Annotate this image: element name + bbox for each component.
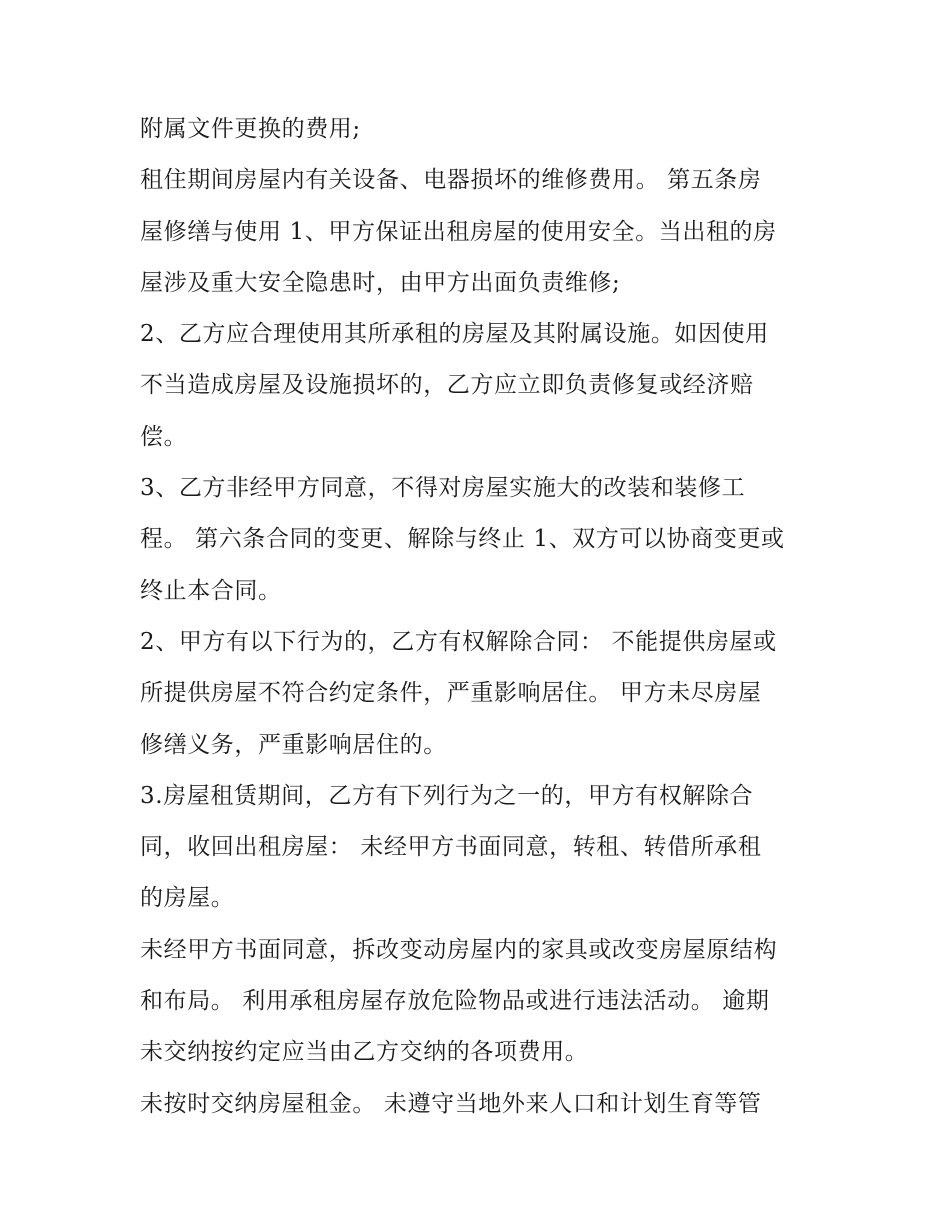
text-line: 屋修缮与使用 1、甲方保证出租房屋的使用安全。当出租的房 (140, 218, 777, 245)
document-body (140, 104, 820, 1130)
text-line: 未交纳按约定应当由乙方交纳的各项费用。 (140, 1039, 589, 1066)
text-line: 终止本合同。 (140, 577, 282, 604)
text-line: 屋涉及重大安全隐患时，由甲方出面负责维修; (140, 269, 621, 296)
text-line: 同，收回出租房屋： 未经甲方书面同意，转租、转借所承租 (140, 834, 762, 861)
text-line: 所提供房屋不符合约定条件，严重影响居住。 甲方未尽房屋 (140, 680, 762, 707)
text-line: 2、甲方有以下行为的，乙方有权解除合同： 不能提供房屋或 (140, 628, 777, 655)
text-line: 3.房屋租赁期间，乙方有下列行为之一的，甲方有权解除合 (140, 782, 754, 809)
text-line: 和布局。 利用承租房屋存放危险物品或进行违法活动。 逾期 (140, 988, 770, 1015)
text-line: 3、乙方非经甲方同意，不得对房屋实施大的改装和装修工 (140, 475, 746, 502)
text-line: 不当造成房屋及设施损坏的，乙方应立即负责修复或经济赔 (140, 372, 754, 399)
text-line: 程。 第六条合同的变更、解除与终止 1、双方可以协商变更或 (140, 526, 785, 553)
text-line: 修缮义务，严重影响居住的。 (140, 731, 447, 758)
text-line: 租住期间房屋内有关设备、电器损坏的维修费用。 第五条房 (140, 167, 762, 194)
text-line: 附属文件更换的费用; (140, 116, 361, 142)
text-line: 未经甲方书面同意，拆改变动房屋内的家具或改变房屋原结构 (140, 936, 778, 963)
text-line: 2、乙方应合理使用其所承租的房屋及其附属设施。如因使用 (140, 321, 769, 348)
text-line: 偿。 (140, 423, 188, 450)
text-line: 的房屋。 (140, 885, 235, 912)
text-line: 未按时交纳房屋租金。 未遵守当地外来人口和计划生育等管 (140, 1090, 762, 1117)
